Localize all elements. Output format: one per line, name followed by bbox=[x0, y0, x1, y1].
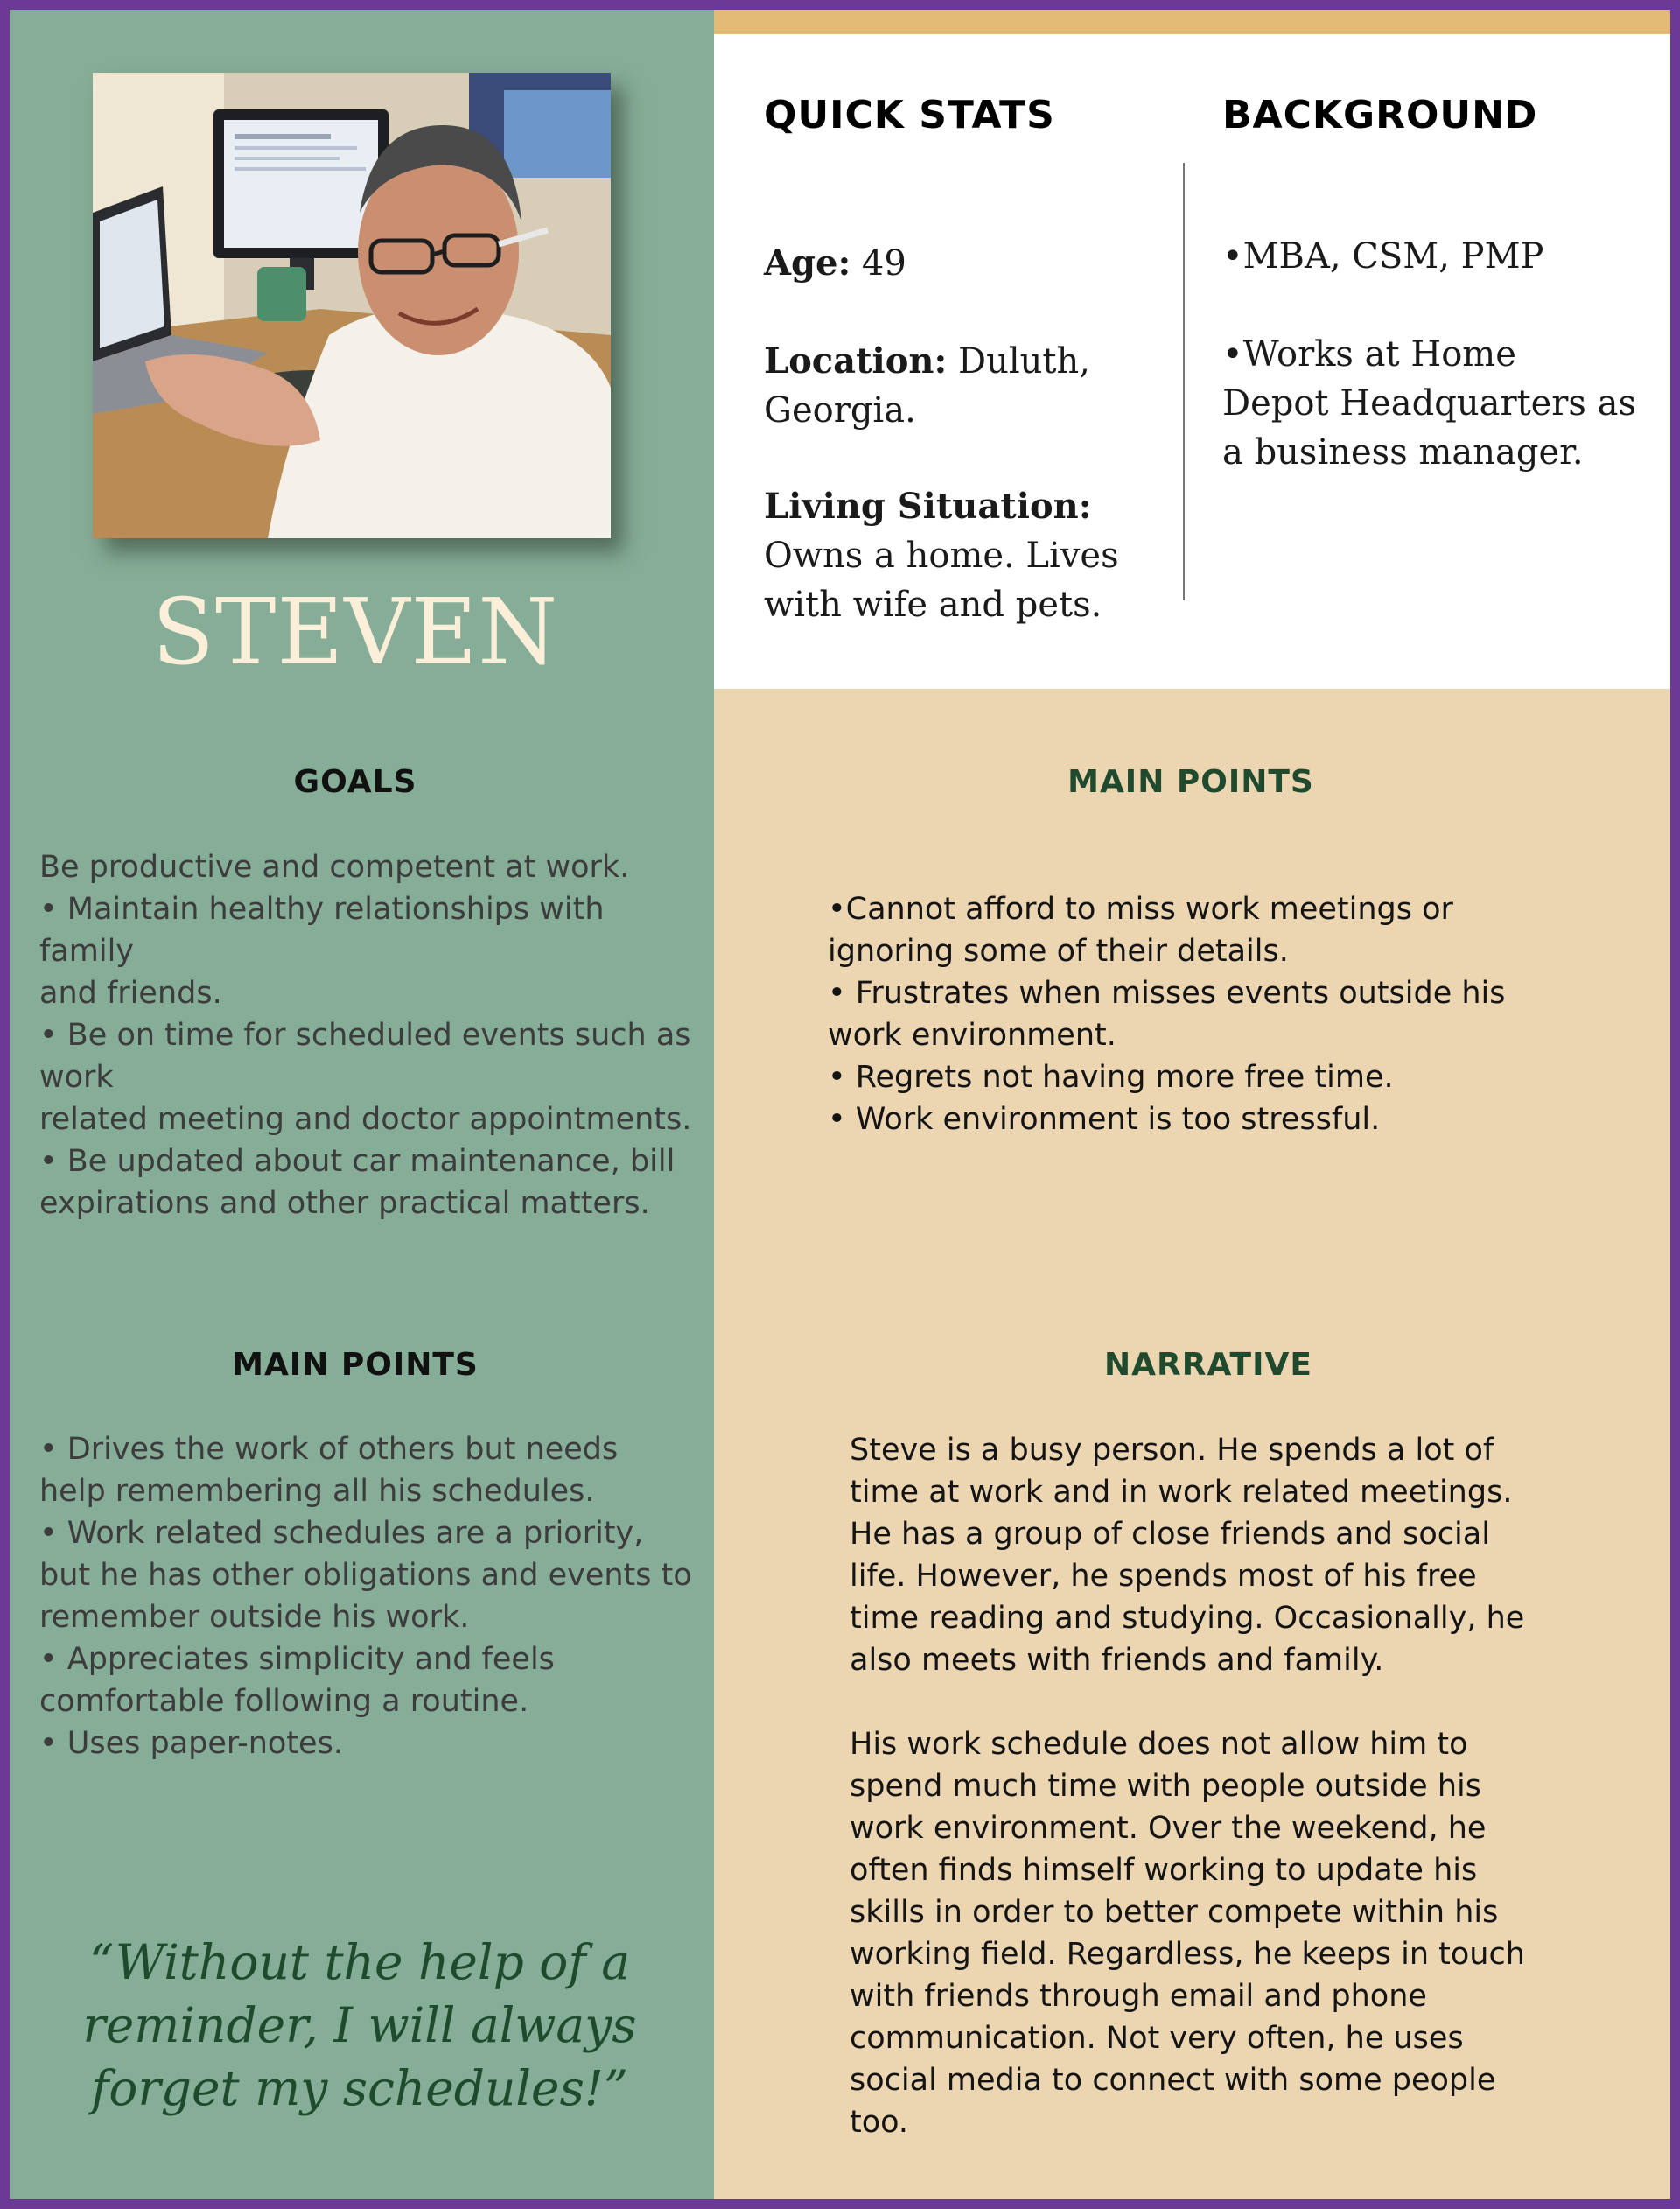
narrative-heading: NARRATIVE bbox=[1104, 1347, 1312, 1383]
quote-line: reminder, I will always bbox=[82, 1997, 637, 2053]
narrative-line: His work schedule does not allow him to bbox=[850, 1727, 1468, 1762]
goals-line: • Maintain healthy relationships with bbox=[39, 892, 605, 927]
background-item-1: •MBA, CSM, PMP bbox=[1222, 236, 1544, 277]
top-accent-strip bbox=[714, 10, 1670, 34]
quick-stats-heading: QUICK STATS bbox=[764, 93, 1055, 137]
narrative-line: also meets with friends and family. bbox=[850, 1643, 1384, 1678]
main-points-right-heading: MAIN POINTS bbox=[1068, 764, 1314, 800]
narrative-line: Steve is a busy person. He spends a lot of bbox=[850, 1433, 1494, 1468]
main-points-left-line: but he has other obligations and events to bbox=[39, 1558, 692, 1593]
background-line: a business manager. bbox=[1222, 432, 1584, 473]
goals-line: Be productive and competent at work. bbox=[39, 850, 630, 885]
narrative-line bbox=[850, 1681, 1525, 1723]
main-points-right-line: • Work environment is too stressful. bbox=[828, 1102, 1381, 1137]
narrative-line: skills in order to better compete within his bbox=[850, 1895, 1499, 1930]
main-points-left-line: comfortable following a routine. bbox=[39, 1684, 529, 1719]
narrative-line: often finds himself working to update his bbox=[850, 1853, 1478, 1888]
stat-living bbox=[764, 482, 1119, 629]
stats-divider bbox=[1183, 163, 1185, 600]
stat-living-label: Living Situation: bbox=[764, 486, 1092, 527]
stat-location bbox=[764, 337, 1090, 435]
main-points-right-list bbox=[828, 888, 1506, 1140]
quote-line: “Without the help of a bbox=[89, 1934, 630, 1990]
stat-location-label: Location: bbox=[764, 340, 948, 382]
goals-line: family bbox=[39, 934, 135, 969]
goals-line: and friends. bbox=[39, 976, 222, 1011]
narrative-line: with friends through email and phone bbox=[850, 1979, 1427, 2014]
goals-line: expirations and other practical matters. bbox=[39, 1186, 650, 1221]
main-points-right-line: •Cannot afford to miss work meetings or bbox=[828, 892, 1453, 927]
narrative-line: life. However, he spends most of his free bbox=[850, 1559, 1477, 1594]
stat-location-value: Duluth, bbox=[947, 341, 1090, 382]
narrative-line: social media to connect with some people bbox=[850, 2063, 1496, 2098]
background-heading: BACKGROUND bbox=[1222, 93, 1538, 137]
persona-photo bbox=[93, 73, 611, 538]
stat-living-value-1: Owns a home. Lives bbox=[764, 536, 1119, 576]
narrative-line: communication. Not very often, he uses bbox=[850, 2021, 1464, 2056]
stat-age-label: Age: bbox=[764, 242, 851, 284]
main-points-left-line: help remembering all his schedules. bbox=[39, 1474, 595, 1509]
stat-living-value-2: with wife and pets. bbox=[764, 585, 1102, 625]
main-points-left-line: remember outside his work. bbox=[39, 1600, 470, 1635]
main-points-right-line: work environment. bbox=[828, 1018, 1116, 1053]
quote-line: forget my schedules!” bbox=[90, 2060, 629, 2116]
narrative-line: work environment. Over the weekend, he bbox=[850, 1811, 1487, 1846]
main-points-right-line: • Regrets not having more free time. bbox=[828, 1060, 1394, 1095]
goals-line: • Be on time for scheduled events such as bbox=[39, 1018, 691, 1053]
main-points-left-list bbox=[39, 1428, 692, 1764]
main-points-right-line: ignoring some of their details. bbox=[828, 934, 1289, 969]
main-points-left-heading: MAIN POINTS bbox=[232, 1347, 479, 1383]
persona-quote bbox=[36, 1931, 683, 2120]
background-line: •Works at Home bbox=[1222, 334, 1516, 375]
main-points-right-line: • Frustrates when misses events outside his bbox=[828, 976, 1506, 1011]
main-points-left-line: • Work related schedules are a priority, bbox=[39, 1516, 644, 1551]
goals-line: related meeting and doctor appointments. bbox=[39, 1102, 692, 1137]
goals-line: work bbox=[39, 1060, 114, 1095]
goals-line: • Be updated about car maintenance, bill bbox=[39, 1144, 676, 1179]
narrative-text bbox=[850, 1429, 1525, 2143]
stat-age-value: 49 bbox=[850, 243, 906, 284]
narrative-line: time at work and in work related meetings. bbox=[850, 1475, 1513, 1510]
narrative-line: working field. Regardless, he keeps in touch bbox=[850, 1937, 1525, 1972]
persona-name: STEVEN bbox=[151, 579, 559, 685]
stat-age bbox=[764, 239, 906, 288]
main-points-left-line: • Drives the work of others but needs bbox=[39, 1432, 619, 1467]
narrative-line: time reading and studying. Occasionally, he bbox=[850, 1601, 1525, 1636]
background-line: Depot Headquarters as bbox=[1222, 383, 1637, 424]
goals-heading: GOALS bbox=[293, 764, 417, 800]
narrative-line: spend much time with people outside his bbox=[850, 1769, 1481, 1804]
goals-list bbox=[39, 846, 692, 1224]
background-item-2 bbox=[1222, 330, 1636, 477]
stat-location-value-2: Georgia. bbox=[764, 390, 916, 431]
narrative-line: He has a group of close friends and social bbox=[850, 1517, 1490, 1552]
main-points-left-line: • Appreciates simplicity and feels bbox=[39, 1642, 555, 1677]
narrative-line: too. bbox=[850, 2105, 909, 2140]
main-points-left-line: • Uses paper-notes. bbox=[39, 1726, 343, 1761]
